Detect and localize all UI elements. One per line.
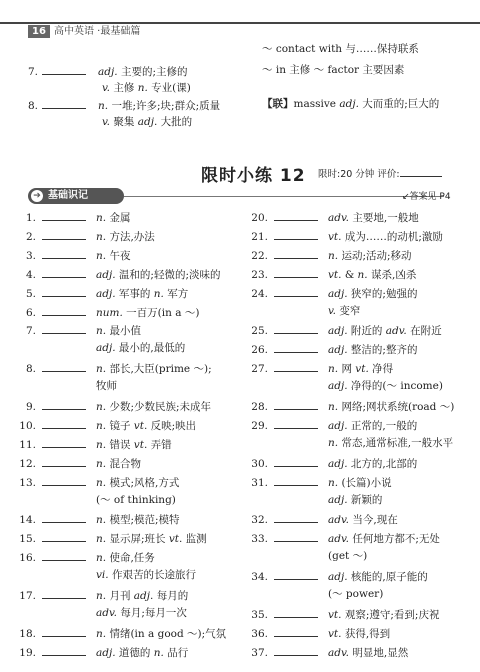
answer-blank[interactable] xyxy=(42,63,86,75)
answer-blank[interactable] xyxy=(274,417,318,429)
part-of-speech: adv. xyxy=(96,606,118,619)
vocab-item xyxy=(16,360,212,376)
part-of-speech: adj. xyxy=(96,287,116,300)
answer-blank[interactable] xyxy=(274,341,318,353)
part-of-speech: adv. xyxy=(385,325,407,338)
answer-blank[interactable] xyxy=(274,322,318,334)
definition: 军事的 xyxy=(115,287,154,300)
arrow-icon: ➔ xyxy=(31,190,43,202)
part-of-speech: n. xyxy=(96,419,107,432)
badge-label: 基础识记 xyxy=(48,190,88,201)
definition: 网 xyxy=(338,363,356,376)
answer-blank[interactable] xyxy=(42,304,86,316)
definition: 明显地,显然 xyxy=(349,646,409,659)
section-badge xyxy=(28,188,124,204)
vocab-item xyxy=(248,417,417,433)
answer-blank[interactable] xyxy=(42,228,86,240)
vocab-item xyxy=(16,417,196,433)
definition: 镜子 xyxy=(106,419,134,432)
answer-blank[interactable] xyxy=(42,530,86,542)
definition: 成为……的动机;激励 xyxy=(341,230,443,243)
part-of-speech: adj. xyxy=(328,571,348,584)
item-number: 27. xyxy=(251,363,268,376)
part-of-speech: v. xyxy=(102,82,111,94)
definition: 附近的 xyxy=(347,325,386,338)
part-of-speech: adj. xyxy=(96,646,116,659)
answer-blank[interactable] xyxy=(274,644,318,656)
definition: 监测 xyxy=(182,533,207,546)
top-entry-line xyxy=(28,81,191,95)
entry-number: 8. xyxy=(28,100,39,112)
part-of-speech: n. xyxy=(357,268,368,281)
time-and-evaluation xyxy=(318,166,442,180)
vocab-item xyxy=(16,379,117,393)
vocab-item xyxy=(248,530,440,546)
definition: 网络;网状系统(road ～) xyxy=(338,401,455,413)
vocab-item xyxy=(248,304,360,318)
definition: 部长,大臣(prime ～); xyxy=(106,363,212,376)
part-of-speech: adj. xyxy=(96,342,116,355)
item-number: 37. xyxy=(251,646,268,659)
item-number: 32. xyxy=(251,514,268,527)
answer-blank[interactable] xyxy=(274,625,318,637)
item-number: 14. xyxy=(19,514,36,527)
vocab-item xyxy=(16,322,141,338)
part-of-speech: vt. xyxy=(328,230,342,243)
part-of-speech: adj. xyxy=(328,419,348,432)
item-number: 31. xyxy=(251,476,268,489)
answer-reference-text: 答案见 P4 xyxy=(409,192,451,202)
definition: & xyxy=(341,268,358,281)
part-of-speech: n. xyxy=(98,100,109,112)
item-number: 9. xyxy=(25,401,36,413)
part-of-speech: n. xyxy=(96,401,107,413)
vocab-item xyxy=(16,568,196,582)
vocab-item xyxy=(248,511,398,527)
part-of-speech: adv. xyxy=(328,646,350,659)
link-note xyxy=(262,97,439,111)
answer-blank[interactable] xyxy=(274,266,318,278)
definition: 在附近 xyxy=(406,325,442,338)
definition: 作艰苦的长途旅行 xyxy=(108,569,196,582)
definition: 主要地,一般地 xyxy=(349,212,419,224)
item-number: 11. xyxy=(19,438,36,451)
item-number: 15. xyxy=(19,533,36,546)
answer-blank[interactable] xyxy=(274,530,318,542)
part-of-speech: n. xyxy=(96,514,107,527)
vocab-item xyxy=(248,209,419,225)
book-series-title: 高中英语 ·最基础篇 xyxy=(54,26,141,37)
vocab-item xyxy=(248,587,383,601)
phrase-major: ～ in 主修 ～ factor 主要因素 xyxy=(262,64,405,76)
definition: 当今,现在 xyxy=(349,514,398,527)
answer-blank[interactable] xyxy=(274,285,318,297)
answer-blank[interactable] xyxy=(42,474,86,486)
part-of-speech: n. xyxy=(153,287,164,300)
vocab-item xyxy=(248,247,412,263)
answer-blank[interactable] xyxy=(42,455,86,467)
answer-blank[interactable] xyxy=(274,360,318,372)
item-number: 12. xyxy=(19,457,36,470)
definition: 净得 xyxy=(368,363,394,376)
part-of-speech: n. xyxy=(96,325,107,338)
item-number: 19. xyxy=(19,646,36,659)
part-of-speech: adj. xyxy=(328,287,348,300)
part-of-speech: n. xyxy=(96,438,107,451)
part-of-speech: adj. xyxy=(98,66,118,78)
vocab-item xyxy=(16,247,130,263)
definition: 金属 xyxy=(106,212,131,224)
part-of-speech: adj. xyxy=(328,325,348,338)
part-of-speech: adj. xyxy=(133,590,154,602)
time-label: 限时:20 分钟 评价: xyxy=(318,169,400,180)
definition: 新颖的 xyxy=(347,493,383,506)
vocab-item xyxy=(16,511,180,527)
part-of-speech: n. xyxy=(96,212,107,224)
item-number: 18. xyxy=(19,627,36,640)
vocab-item xyxy=(16,455,141,471)
vocab-item xyxy=(16,341,185,355)
part-of-speech: v. xyxy=(102,116,111,128)
part-of-speech: n. xyxy=(96,457,107,470)
link-word: massive xyxy=(293,98,340,110)
definition: 道德的 xyxy=(115,646,154,659)
definition: 主修 xyxy=(110,82,138,94)
item-number: 10. xyxy=(19,419,36,432)
definition: 使命,任务 xyxy=(106,552,155,565)
vocab-item xyxy=(16,436,172,452)
part-of-speech: vt. xyxy=(168,533,183,546)
definition: 最小的,最低的 xyxy=(115,342,186,355)
vocab-item xyxy=(16,228,155,244)
item-number: 23. xyxy=(251,268,268,281)
definition: 聚集 xyxy=(110,116,138,128)
vocab-item xyxy=(248,266,416,282)
vocab-item xyxy=(16,587,188,603)
part-of-speech: n. xyxy=(137,82,148,94)
definition: (～ power) xyxy=(328,588,384,600)
part-of-speech: vt. xyxy=(328,608,342,621)
item-number: 33. xyxy=(251,533,268,546)
definition: 混合物 xyxy=(106,457,141,470)
item-number: 1. xyxy=(25,212,36,224)
part-of-speech: vt. xyxy=(328,268,342,281)
definition: 每月;每月一次 xyxy=(117,606,187,619)
part-of-speech: adj. xyxy=(96,268,116,281)
part-of-speech: n. xyxy=(96,627,107,640)
header-rule xyxy=(0,22,480,24)
vocab-item xyxy=(248,474,392,490)
link-meaning: 大而重的;巨大的 xyxy=(358,98,440,110)
definition: 反映;映出 xyxy=(147,419,197,432)
vocab-item xyxy=(248,379,443,393)
answer-blank[interactable] xyxy=(274,228,318,240)
evaluation-blank[interactable] xyxy=(400,167,442,177)
answer-blank[interactable] xyxy=(274,474,318,486)
part-of-speech: adj. xyxy=(328,380,348,393)
vocab-item xyxy=(248,398,454,414)
item-number: 5. xyxy=(25,287,36,300)
vocab-item xyxy=(16,625,226,641)
part-of-speech: n. xyxy=(328,249,339,262)
definition: 方法,办法 xyxy=(106,230,155,243)
definition: 净得的(～ income) xyxy=(347,380,443,393)
part-of-speech: n. xyxy=(96,552,107,565)
part-of-speech: v. xyxy=(328,304,337,317)
definition: 月刊 xyxy=(106,590,134,602)
definition: 常态,通常标准,一般水平 xyxy=(338,436,454,449)
answer-blank[interactable] xyxy=(274,455,318,467)
definition: (长篇)小说 xyxy=(338,476,392,489)
part-of-speech: adv. xyxy=(328,212,350,224)
item-number: 25. xyxy=(251,325,268,338)
definition: 情绪(in a good ～);气氛 xyxy=(106,627,227,640)
part-of-speech: n. xyxy=(328,363,339,376)
definition: 运动;活动;移动 xyxy=(338,249,412,262)
definition: 模型;模范;模特 xyxy=(106,514,180,527)
item-number: 34. xyxy=(251,571,268,584)
vocab-item xyxy=(16,644,188,660)
entry-number: 7. xyxy=(28,66,39,78)
vocab-item xyxy=(248,455,417,471)
item-number: 7. xyxy=(25,325,36,338)
vocab-item xyxy=(16,398,211,414)
page-header xyxy=(0,0,480,40)
definition: 模式;风格,方式 xyxy=(106,476,180,489)
definition: 温和的;轻微的;淡味的 xyxy=(115,268,221,281)
part-of-speech: num. xyxy=(96,306,123,319)
answer-blank[interactable] xyxy=(42,436,86,448)
part-of-speech: n. xyxy=(96,533,107,546)
vocab-item xyxy=(248,493,382,507)
vocab-item xyxy=(248,568,428,584)
vocab-item xyxy=(248,606,439,622)
definition: 专业(课) xyxy=(147,82,191,94)
definition: 牧师 xyxy=(96,380,117,393)
part-of-speech: n. xyxy=(328,476,339,489)
answer-blank[interactable] xyxy=(42,285,86,297)
part-of-speech: n. xyxy=(328,401,339,413)
item-number: 16. xyxy=(19,552,36,565)
top-entry-line xyxy=(28,115,192,129)
definition: 北方的,北部的 xyxy=(347,457,418,470)
top-entry-line xyxy=(28,63,187,79)
definition: 一百万(in a ～) xyxy=(122,306,200,319)
answer-reference xyxy=(402,189,451,202)
definition: 品行 xyxy=(163,646,189,659)
answer-blank[interactable] xyxy=(274,209,318,221)
item-number: 20. xyxy=(251,212,268,224)
item-number: 6. xyxy=(25,306,36,319)
part-of-speech: adj. xyxy=(328,344,348,357)
vocab-item xyxy=(16,304,199,320)
vocab-item xyxy=(16,285,188,301)
answer-blank[interactable] xyxy=(42,247,86,259)
answer-blank[interactable] xyxy=(274,511,318,523)
bookmark-icon: ↙ xyxy=(402,192,410,202)
vocab-item xyxy=(248,360,393,376)
definition: 获得,得到 xyxy=(341,627,391,640)
definition: 狭窄的;勉强的 xyxy=(347,287,418,300)
answer-blank[interactable] xyxy=(42,644,86,656)
vocab-item xyxy=(248,341,417,357)
vocab-item xyxy=(16,530,207,546)
definition: 每月的 xyxy=(153,590,189,602)
item-number: 35. xyxy=(251,608,268,621)
answer-blank[interactable] xyxy=(42,398,86,410)
part-of-speech: n. xyxy=(96,230,107,243)
page-number: 16 xyxy=(28,25,50,38)
item-number: 28. xyxy=(251,401,268,413)
link-pos: adj. xyxy=(339,98,359,110)
part-of-speech: n. xyxy=(328,436,339,449)
definition: 显示屏;班长 xyxy=(106,533,169,546)
part-of-speech: n. xyxy=(96,249,107,262)
part-of-speech: vt. xyxy=(355,363,369,376)
phrase-contact: ～ contact with 与……保持联系 xyxy=(262,43,419,55)
part-of-speech: n. xyxy=(153,646,164,659)
definition: 军方 xyxy=(163,287,189,300)
answer-blank[interactable] xyxy=(42,322,86,334)
answer-blank[interactable] xyxy=(42,360,86,372)
definition: 谋杀,凶杀 xyxy=(367,268,417,281)
answer-blank[interactable] xyxy=(42,97,86,109)
item-number: 22. xyxy=(251,249,268,262)
item-number: 3. xyxy=(25,249,36,262)
part-of-speech: vt. xyxy=(328,627,342,640)
vocab-item xyxy=(16,549,155,565)
item-number: 13. xyxy=(19,476,36,489)
section-rule xyxy=(124,196,444,197)
answer-blank[interactable] xyxy=(274,247,318,259)
definition: 错误 xyxy=(106,438,134,451)
definition: (～ of thinking) xyxy=(96,493,176,506)
vocab-item xyxy=(16,606,187,620)
answer-blank[interactable] xyxy=(42,266,86,278)
definition: 任何地方都不;无处 xyxy=(349,533,440,546)
answer-blank[interactable] xyxy=(274,568,318,580)
item-number: 26. xyxy=(251,344,268,357)
definition: 大批的 xyxy=(157,116,193,128)
top-entry-line xyxy=(28,97,220,113)
vocab-item xyxy=(248,625,390,641)
part-of-speech: adj. xyxy=(137,116,158,128)
definition: 核能的,原子能的 xyxy=(347,571,428,584)
part-of-speech: vi. xyxy=(96,569,109,582)
vocab-item xyxy=(16,266,221,282)
definition: 主要的;主修的 xyxy=(117,66,188,78)
definition: 观察;遵守;看到;庆祝 xyxy=(341,608,440,621)
link-label: 【联】 xyxy=(262,98,294,110)
vocab-item xyxy=(248,644,408,660)
answer-blank[interactable] xyxy=(42,587,86,599)
answer-blank[interactable] xyxy=(274,398,318,410)
answer-blank[interactable] xyxy=(274,606,318,618)
vocab-item xyxy=(248,436,453,450)
item-number: 4. xyxy=(25,268,36,281)
item-number: 24. xyxy=(251,287,268,300)
item-number: 36. xyxy=(251,627,268,640)
vocab-item xyxy=(16,474,179,490)
vocab-item xyxy=(248,285,417,301)
item-number: 2. xyxy=(25,230,36,243)
item-number: 8. xyxy=(25,363,36,376)
section-title: 限时小练 12 xyxy=(201,166,306,186)
answer-blank[interactable] xyxy=(42,511,86,523)
part-of-speech: adj. xyxy=(328,493,348,506)
part-of-speech: adv. xyxy=(328,533,350,546)
item-number: 29. xyxy=(251,419,268,432)
answer-blank[interactable] xyxy=(42,209,86,221)
part-of-speech: n. xyxy=(96,476,107,489)
definition: 一堆;许多;块;群众;质量 xyxy=(108,100,221,112)
part-of-speech: n. xyxy=(96,363,107,376)
definition: (get ～) xyxy=(328,550,368,563)
part-of-speech: adv. xyxy=(328,514,350,527)
definition: 午夜 xyxy=(106,249,131,262)
definition: 最小值 xyxy=(106,325,141,338)
vocab-item xyxy=(248,549,367,563)
definition: 整洁的;整齐的 xyxy=(347,344,418,357)
item-number: 17. xyxy=(19,590,36,602)
item-number: 21. xyxy=(251,230,268,243)
answer-blank[interactable] xyxy=(42,549,86,561)
definition: 正常的,一般的 xyxy=(347,419,418,432)
part-of-speech: n. xyxy=(96,590,107,602)
part-of-speech: vt. xyxy=(133,438,148,451)
item-number: 30. xyxy=(251,457,268,470)
vocab-item xyxy=(16,209,130,225)
answer-blank[interactable] xyxy=(42,625,86,637)
vocab-item xyxy=(248,322,442,338)
vocab-item xyxy=(248,228,443,244)
definition: 少数;少数民族;未成年 xyxy=(106,401,212,413)
part-of-speech: adj. xyxy=(328,457,348,470)
definition: 弄错 xyxy=(147,438,172,451)
answer-blank[interactable] xyxy=(42,417,86,429)
part-of-speech: vt. xyxy=(133,419,148,432)
vocab-item xyxy=(16,493,176,507)
definition: 变窄 xyxy=(336,304,361,317)
